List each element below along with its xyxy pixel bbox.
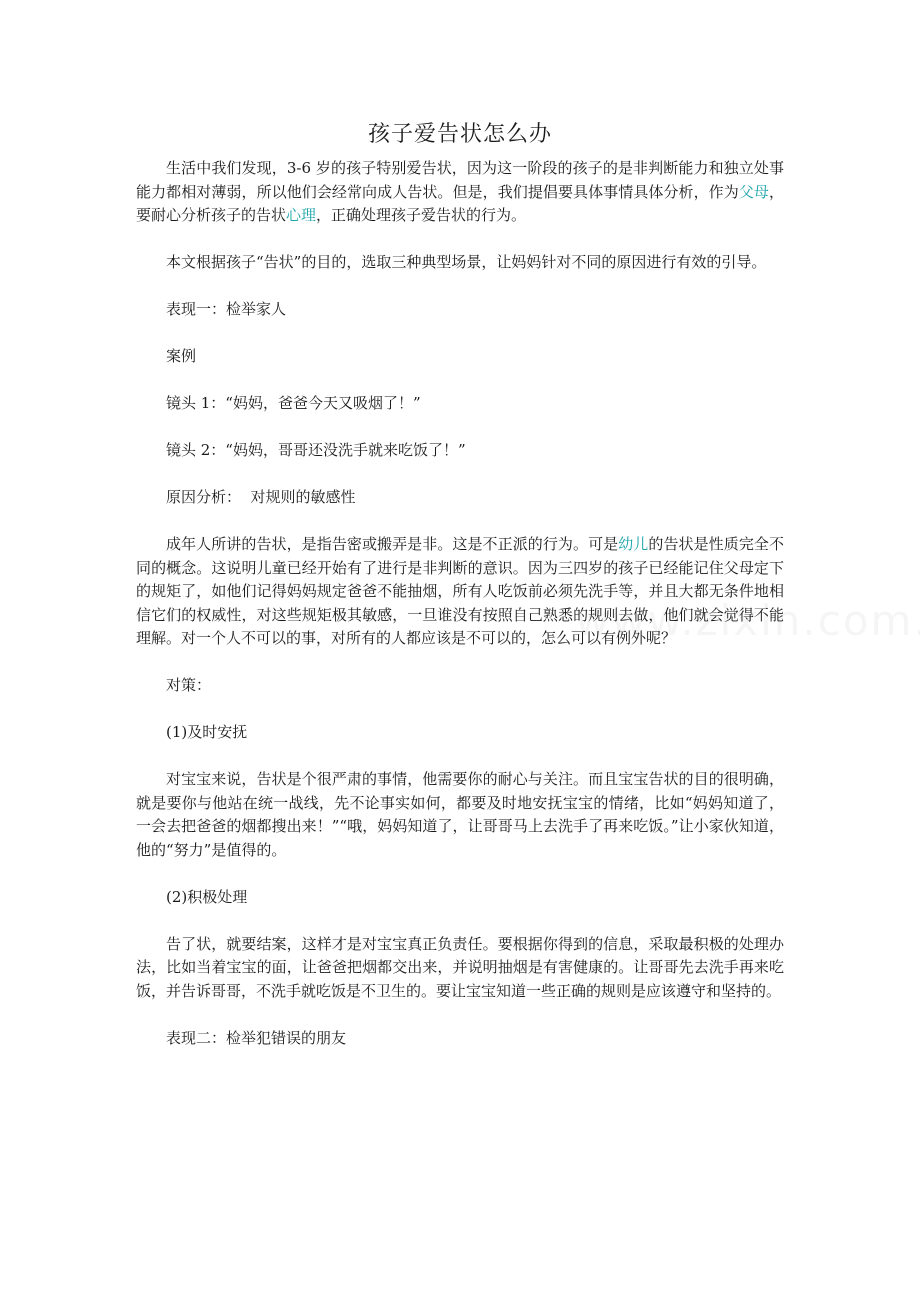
intro-text-1: 生活中我们发现，3-6 岁的孩子特别爱告状，因为这一阶段的孩子的是非判断能力和独立处事能力都相对薄弱，所以他们会经常向成人告状。但是，我们提倡要具体事情具体分析，作为 bbox=[136, 159, 784, 201]
intro-text-2: ，要耐心分析孩子的告状 bbox=[136, 182, 784, 224]
strategy-2-paragraph: 告了状，就要结案，这样才是对宝宝真正负责任。要根据你得到的信息，采取最积极的处理办法，比如当着宝宝的面，让爸爸把烟都交出来，并说明抽烟是有害健康的。让哥哥先去洗手再来吃饭，并告诉哥哥，不洗手就吃饭是不卫生的。要让宝宝知道一些正确的规则是应该遵守和坚持的。 bbox=[136, 934, 784, 1000]
analysis-text-2: 的告状是性质完全不同的概念。这说明儿童已经开始有了进行是非判断的意识。因为三四岁的孩子已经能记住父母定下的规矩了，如他们记得妈妈规定爸爸不能抽烟，所有人吃饭前必须先洗手等，并且大都无条件地相信它们的权威性，对这些规矩极其敏感，一旦谁没有按照自己熟悉的规则去做，他们就会觉得不能理解。对一个人不可以的事，对所有的人都应该是不可以的，怎么可以有例外呢？ bbox=[136, 535, 784, 647]
document-title: 孩子爱告状怎么办 bbox=[367, 122, 552, 147]
strategy-1-heading: (1)及时安抚 bbox=[166, 723, 248, 741]
strategy-1-paragraph: 对宝宝来说，告状是个很严肃的事情，他需要你的耐心与关注。而且宝宝告状的目的很明确，就是要你与他站在统一战线，先不论事实如何，都要及时地安抚宝宝的情绪，比如“妈妈知道了，一会去把爸爸的烟都搜出来！”“哦，妈妈知道了，让哥哥马上去洗手了再来吃饭。”让小家伙知道，他的“努力”是值得的。 bbox=[136, 770, 784, 859]
link-parents[interactable]: 父母 bbox=[738, 182, 769, 201]
intro-text-3: ，正确处理孩子爱告状的行为。 bbox=[316, 206, 527, 224]
case-shot-1: 镜头 1：“妈妈，爸爸今天又吸烟了！” bbox=[166, 394, 421, 412]
case-shot-2: 镜头 2：“妈妈，哥哥还没洗手就来吃饭了！” bbox=[166, 441, 466, 459]
reason-analysis: 原因分析： 对规则的敏感性 bbox=[166, 488, 356, 506]
analysis-text-1: 成年人所讲的告状，是指告密或搬弄是非。这是不正派的行为。可是 bbox=[166, 535, 619, 553]
intro-paragraph bbox=[136, 157, 784, 228]
paragraph-scenarios: 本文根据孩子“告状”的目的，选取三种典型场景，让妈妈针对不同的原因进行有效的引导。 bbox=[166, 253, 767, 271]
paragraph-analysis bbox=[136, 533, 784, 651]
section-heading-2: 表现二：检举犯错误的朋友 bbox=[166, 1028, 347, 1047]
case-label: 案例 bbox=[166, 347, 197, 365]
document-body bbox=[136, 157, 784, 1050]
strategy-2-heading: (2)积极处理 bbox=[166, 887, 248, 906]
strategy-label: 对策： bbox=[166, 676, 212, 694]
link-psychology[interactable]: 心理 bbox=[286, 206, 317, 224]
link-toddler[interactable]: 幼儿 bbox=[618, 535, 649, 553]
section-heading-1: 表现一：检举家人 bbox=[166, 300, 287, 318]
